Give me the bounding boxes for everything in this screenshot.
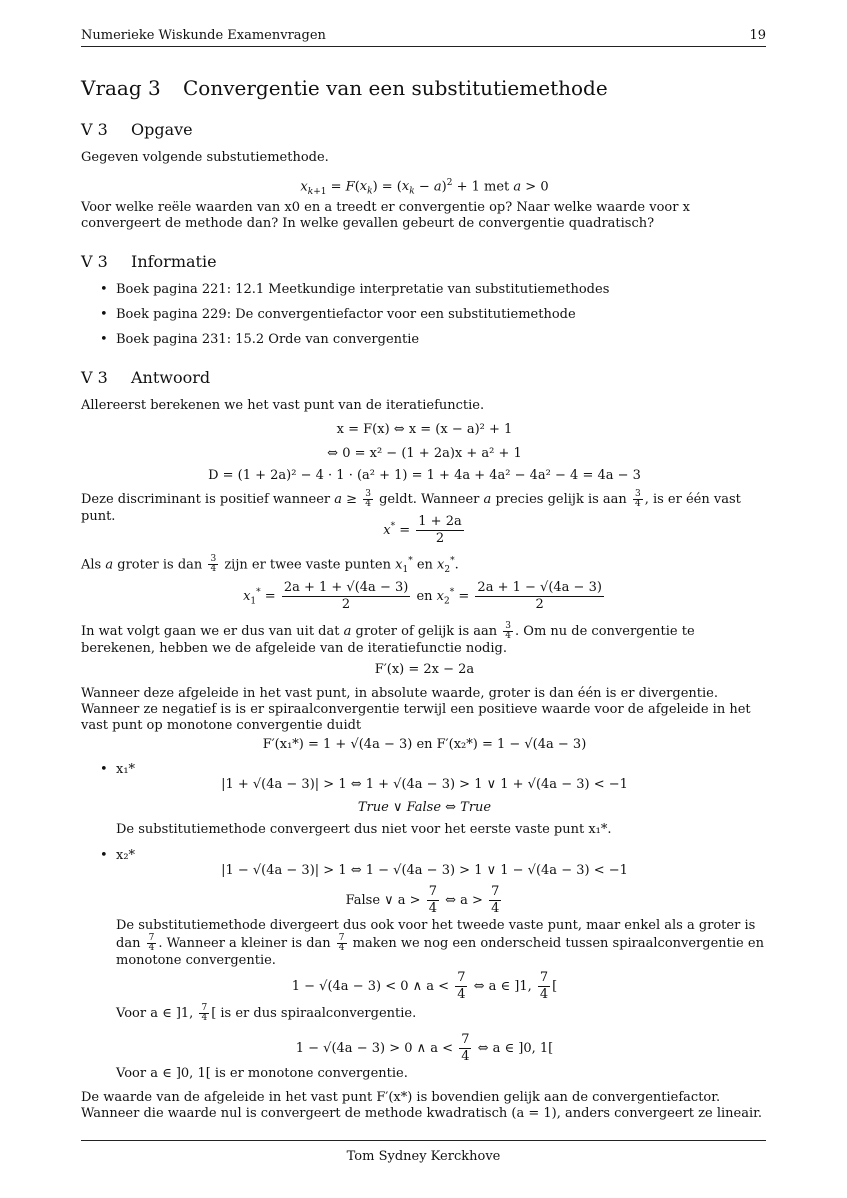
section-title: Informatie [131,252,217,271]
fixed-point-formula: x* = $\frac{1 + 2a}{2}$ [383,514,462,546]
equation-3: D = (1 + 2a)² − 4 · 1 · (a² + 1) = 1 + 4a + 4a² − 4a² − 4 = 4a − 3 [208,468,641,483]
b2-text: De substitutiemethode divergeert dus ook voor het tweede vaste punt, maar enkel als a groter is dan $\frac{7}{4}$ . Wanneer a kleiner is dan $\frac{7}{4}$ maken we nog een onderscheid tussen spiraalconvergentie en monotone convergentie. [116,918,764,968]
spiral-condition: 1 − √(4a − 3) < 0 ∧ a < $\frac{7}{4}$ ⇔ a ∈ ]1, $\frac{7}{4}$ [ [291,970,558,1002]
b2-equation-2: False ∨ a > $\frac{7}{4}$ ⇔ a > $\frac{7}{4}$ [345,884,500,916]
section-number: V 3 [81,368,108,387]
final-paragraph: De waarde van de afgeleide in het vast punt F′(x*) is bovendien gelijk aan de convergentiefactor. Wanneer die waarde nul is convergeert de methode kwadratisch (a = 1), anders convergeert ze lineair. [81,1090,763,1121]
spiral-text: Voor a ∈ ]1, $\frac{7}{4}$ [ is er dus spiraalconvergentie. [116,1003,417,1023]
b1-equation-2: True ∨ False ⇔ True [357,800,492,815]
section-opgave-heading [81,122,768,138]
question-title [81,76,768,100]
antwoord-p5: Wanneer deze afgeleide in het vast punt, in absolute waarde, groter is dan één is er divergentie. Wanneer ze negatief is is er spiraalconvergentie terwijl een positieve waarde voor de afgeleide in het vast punt op monotone convergentie duidt [81,686,751,733]
b1-text: De substitutiemethode convergeert dus niet voor het eerste vaste punt x₁*. [116,822,612,837]
opgave-formula: $x_{k+1} = F(x_k) = (x_k - a)^2 + 1$ met a > 0 [300,178,549,197]
header-title: Numerieke Wiskunde Examenvragen [81,28,326,43]
page-footer [81,1140,766,1164]
opgave-text: Voor welke reële waarden van x0 en a treedt er convergentie op? Naar welke waarde voor x convergeert de methode dan? In welke gevallen gebeurt de convergentie quadratisch? [81,200,690,231]
derivative: F′(x) = 2x − 2a [374,662,475,677]
antwoord-p2: Deze discriminant is positief wanneer a ≥ $\frac{3}{4}$ geldt. Wanneer a precies gelijk is aan $\frac{3}{4}$ , is er één vast punt. [81,489,741,524]
footer-author: Tom Sydney Kerckhove [346,1149,501,1164]
page-number: 19 [749,28,766,43]
section-informatie-heading [81,254,768,270]
two-fixed-points: $x_1^*$ = $\frac{2a + 1 + √(4a - 3)}{2}$ en $x_2^*$ = $\frac{2a + 1 - √(4a - 3)}{2}$ [243,580,602,612]
monotone-condition: 1 − √(4a − 3) > 0 ∧ a < $\frac{7}{4}$ ⇔ a ∈ ]0, 1[ [295,1032,554,1064]
question-number: Vraag 3 [81,76,161,100]
section-number: V 3 [81,252,108,271]
opgave-intro: Gegeven volgende substutiemethode. [81,150,329,165]
antwoord-p1: Allereerst berekenen we het vast punt van de iteratiefunctie. [81,398,485,413]
b1-equation: |1 + √(4a − 3)| > 1 ⇔ 1 + √(4a − 3) > 1 ∨ 1 + √(4a − 3) < −1 [221,777,628,792]
section-title: Opgave [131,120,193,139]
monotone-text: Voor a ∈ ]0, 1[ is er monotone convergentie. [116,1066,408,1081]
derivative-at-points: F′(x₁*) = 1 + √(4a − 3) en F′(x₂*) = 1 − √(4a − 3) [262,737,587,752]
section-number: V 3 [81,120,108,139]
antwoord-p3: Als a groter is dan $\frac{3}{4}$ zijn er twee vaste punten $x_1^*$ en $x_2^*$. [81,554,459,575]
equation-2: ⇔ 0 = x² − (1 + 2a)x + a² + 1 [327,446,522,461]
equation-1: x = F(x) ⇔ x = (x − a)² + 1 [336,422,513,437]
running-header [81,28,766,47]
question-heading: Convergentie van een substitutiemethode [183,76,608,100]
antwoord-p4: In wat volgt gaan we er dus van uit dat a groter of gelijk is aan $\frac{3}{4}$ . Om nu de convergentie te berekenen, hebben we de afgeleide van de iteratiefunctie nodig. [81,621,695,656]
section-antwoord-heading [81,370,768,386]
b2-equation: |1 − √(4a − 3)| > 1 ⇔ 1 − √(4a − 3) > 1 ∨ 1 − √(4a − 3) < −1 [221,863,628,878]
document-page: Numerieke Wiskunde Examenvragen 19 Vraag 3 Convergentie van een substitutiemethode V 3 Opgave Gegeven volgende substutiemethode. $x_{k+1} = F(x_k) = (x_k - a)^2 + 1$ met a > 0 Voor welke reële waarden van x0 en a treedt er convergentie op? Naar welke waarde voor x convergeert de methode dan? In welke gevallen gebeurt de convergentie quadratisch? V 3 Informatie • Boek pagina 221: 12.1 Meetkundige interpretatie van substitutiemethodes • Boek pagina 229: De convergentiefactor voor een substitutiemethode • Boek pagina 231: 15.2 Orde van convergentie V 3 Antwoord Allereerst berekenen we het vast punt van de iteratiefunctie. x = F(x) ⇔ x = (x − a)² + 1 ⇔ 0 = x² − (1 + 2a)x + a² + 1 D = (1 + 2a)² − 4 · 1 · (a² + 1) = 1 + 4a + 4a² − 4a² − 4 = 4a − 3 Deze discriminant is positief wanneer a ≥ $\frac{3}{4}$ geldt. Wanneer a precies gelijk is aan $\frac{3}{4}$ , is er één vast punt. x* = $\frac{1 + 2a}{2}$ Als a groter is dan $\frac{3}{4}$ zijn er twee vaste punten $x_1^*$ en $x_2^*$. $x_1^*$ = $\frac{2a + 1 + √(4a - 3)}{2}$ en $x_2^*$ = $\frac{2a + 1 - √(4a - 3)}{2}$ In wat volgt gaan we er dus van uit dat a groter of gelijk is aan $\frac{3}{4}$ . Om nu de convergentie te berekenen, hebben we de afgeleide van de iteratiefunctie nodig. F′(x) = 2x − 2a Wanneer deze afgeleide in het vast punt, in absolute waarde, groter is dan één is er divergentie. Wanneer ze negatief is is er spiraalconvergentie terwijl een positieve waarde voor de afgeleide in het vast punt op monotone convergentie duidt F′(x₁*) = 1 + √(4a − 3) en F′(x₂*) = 1 − √(4a − 3) • x₁* |1 + √(4a − 3)| > 1 ⇔ 1 + √(4a − 3) > 1 ∨ 1 + √(4a − 3) < −1 True ∨ False ⇔ True De substitutiemethode convergeert dus niet voor het eerste vaste punt x₁*. • x₂* |1 − √(4a − 3)| > 1 ⇔ 1 − √(4a − 3) > 1 ∨ 1 − √(4a − 3) < −1 False ∨ a > $\frac{7}{4}$ ⇔ a > $\frac{7}{4}$ De substitutiemethode divergeert dus ook voor het tweede vaste punt, maar enkel als a groter is dan $\frac{7}{4}$ . Wanneer a kleiner is dan $\frac{7}{4}$ maken we nog een onderscheid tussen spiraalconvergentie en monotone convergentie. 1 − √(4a − 3) < 0 ∧ a < $\frac{7}{4}$ ⇔ a ∈ ]1, $\frac{7}{4}$ [ Voor a ∈ ]1, $\frac{7}{4}$ [ is er dus spiraalconvergentie. 1 − √(4a − 3) > 0 ∧ a < $\frac{7}{4}$ ⇔ a ∈ ]0, 1[ Voor a ∈ ]0, 1[ is er monotone convergentie. De waarde van de afgeleide in het vast punt F′(x*) is bovendien gelijk aan de convergentiefactor. Wanneer die waarde nul is convergeert de methode kwadratisch (a = 1), anders convergeert ze lineair. Tom Sydney Kerckhove [81,28,766,1164]
section-title: Antwoord [131,368,211,387]
